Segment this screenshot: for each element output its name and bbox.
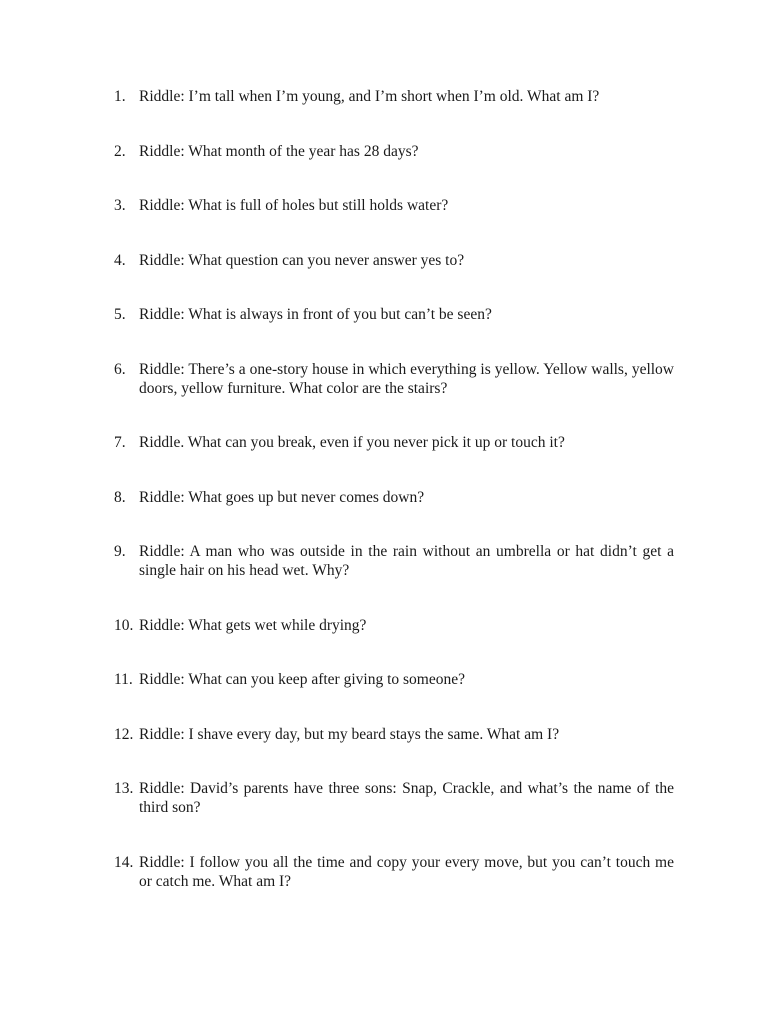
riddle-item-6	[114, 360, 674, 434]
riddle-number: 10.	[114, 616, 134, 634]
riddle-item-7	[114, 433, 674, 488]
riddle-list	[114, 87, 674, 926]
riddle-number: 5.	[114, 306, 126, 323]
riddle-item-4	[114, 251, 674, 306]
riddle-text: Riddle: I shave every day, but my beard stays the same. What am I?	[139, 725, 560, 743]
riddle-item-3	[114, 196, 674, 251]
riddle-number: 8.	[114, 488, 126, 506]
riddle-text: Riddle: I follow you all the time and copy your every move, but you can’t touch me or catch me. What am I?	[139, 853, 674, 890]
riddle-item-2	[114, 142, 674, 197]
riddle-number: 1.	[114, 88, 126, 105]
riddle-item-1	[114, 87, 674, 142]
riddle-text: Riddle: I’m tall when I’m young, and I’m short when I’m old. What am I?	[139, 88, 600, 105]
riddle-item-10	[114, 616, 674, 671]
riddle-number: 2.	[114, 142, 126, 160]
riddle-number: 12.	[114, 725, 134, 743]
riddle-item-5	[114, 305, 674, 360]
riddle-text: Riddle: What month of the year has 28 days?	[139, 142, 419, 160]
riddle-text: Riddle: What question can you never answer yes to?	[139, 251, 465, 269]
riddle-text: Riddle: What is always in front of you but can’t be seen?	[139, 306, 492, 323]
riddle-text: Riddle. What can you break, even if you never pick it up or touch it?	[139, 434, 565, 451]
riddle-text: Riddle: There’s a one-story house in which everything is yellow. Yellow walls, yellow doors, yellow furniture. What color are the stairs?	[139, 360, 674, 397]
riddle-text: Riddle: What is full of holes but still holds water?	[139, 197, 449, 214]
riddle-text: Riddle: David’s parents have three sons: Snap, Crackle, and what’s the name of the third son?	[139, 780, 674, 816]
riddle-number: 9.	[114, 543, 126, 560]
riddle-number: 4.	[114, 251, 126, 269]
riddle-item-9	[114, 542, 674, 616]
riddle-item-11	[114, 670, 674, 725]
riddle-number: 14.	[114, 853, 134, 871]
riddle-item-14	[114, 853, 674, 927]
riddle-item-12	[114, 725, 674, 780]
riddle-text: Riddle: What can you keep after giving to someone?	[139, 671, 465, 688]
riddle-item-13	[114, 779, 674, 853]
riddle-item-8	[114, 488, 674, 543]
riddle-text: Riddle: What goes up but never comes down?	[139, 488, 425, 506]
riddle-number: 6.	[114, 360, 126, 378]
riddle-number: 13.	[114, 780, 134, 797]
riddle-text: Riddle: A man who was outside in the rain without an umbrella or hat didn’t get a single hair on his head wet. Why?	[139, 543, 674, 579]
riddle-text: Riddle: What gets wet while drying?	[139, 616, 367, 634]
riddle-number: 11.	[114, 671, 133, 688]
riddle-number: 3.	[114, 197, 126, 214]
riddle-number: 7.	[114, 434, 126, 451]
